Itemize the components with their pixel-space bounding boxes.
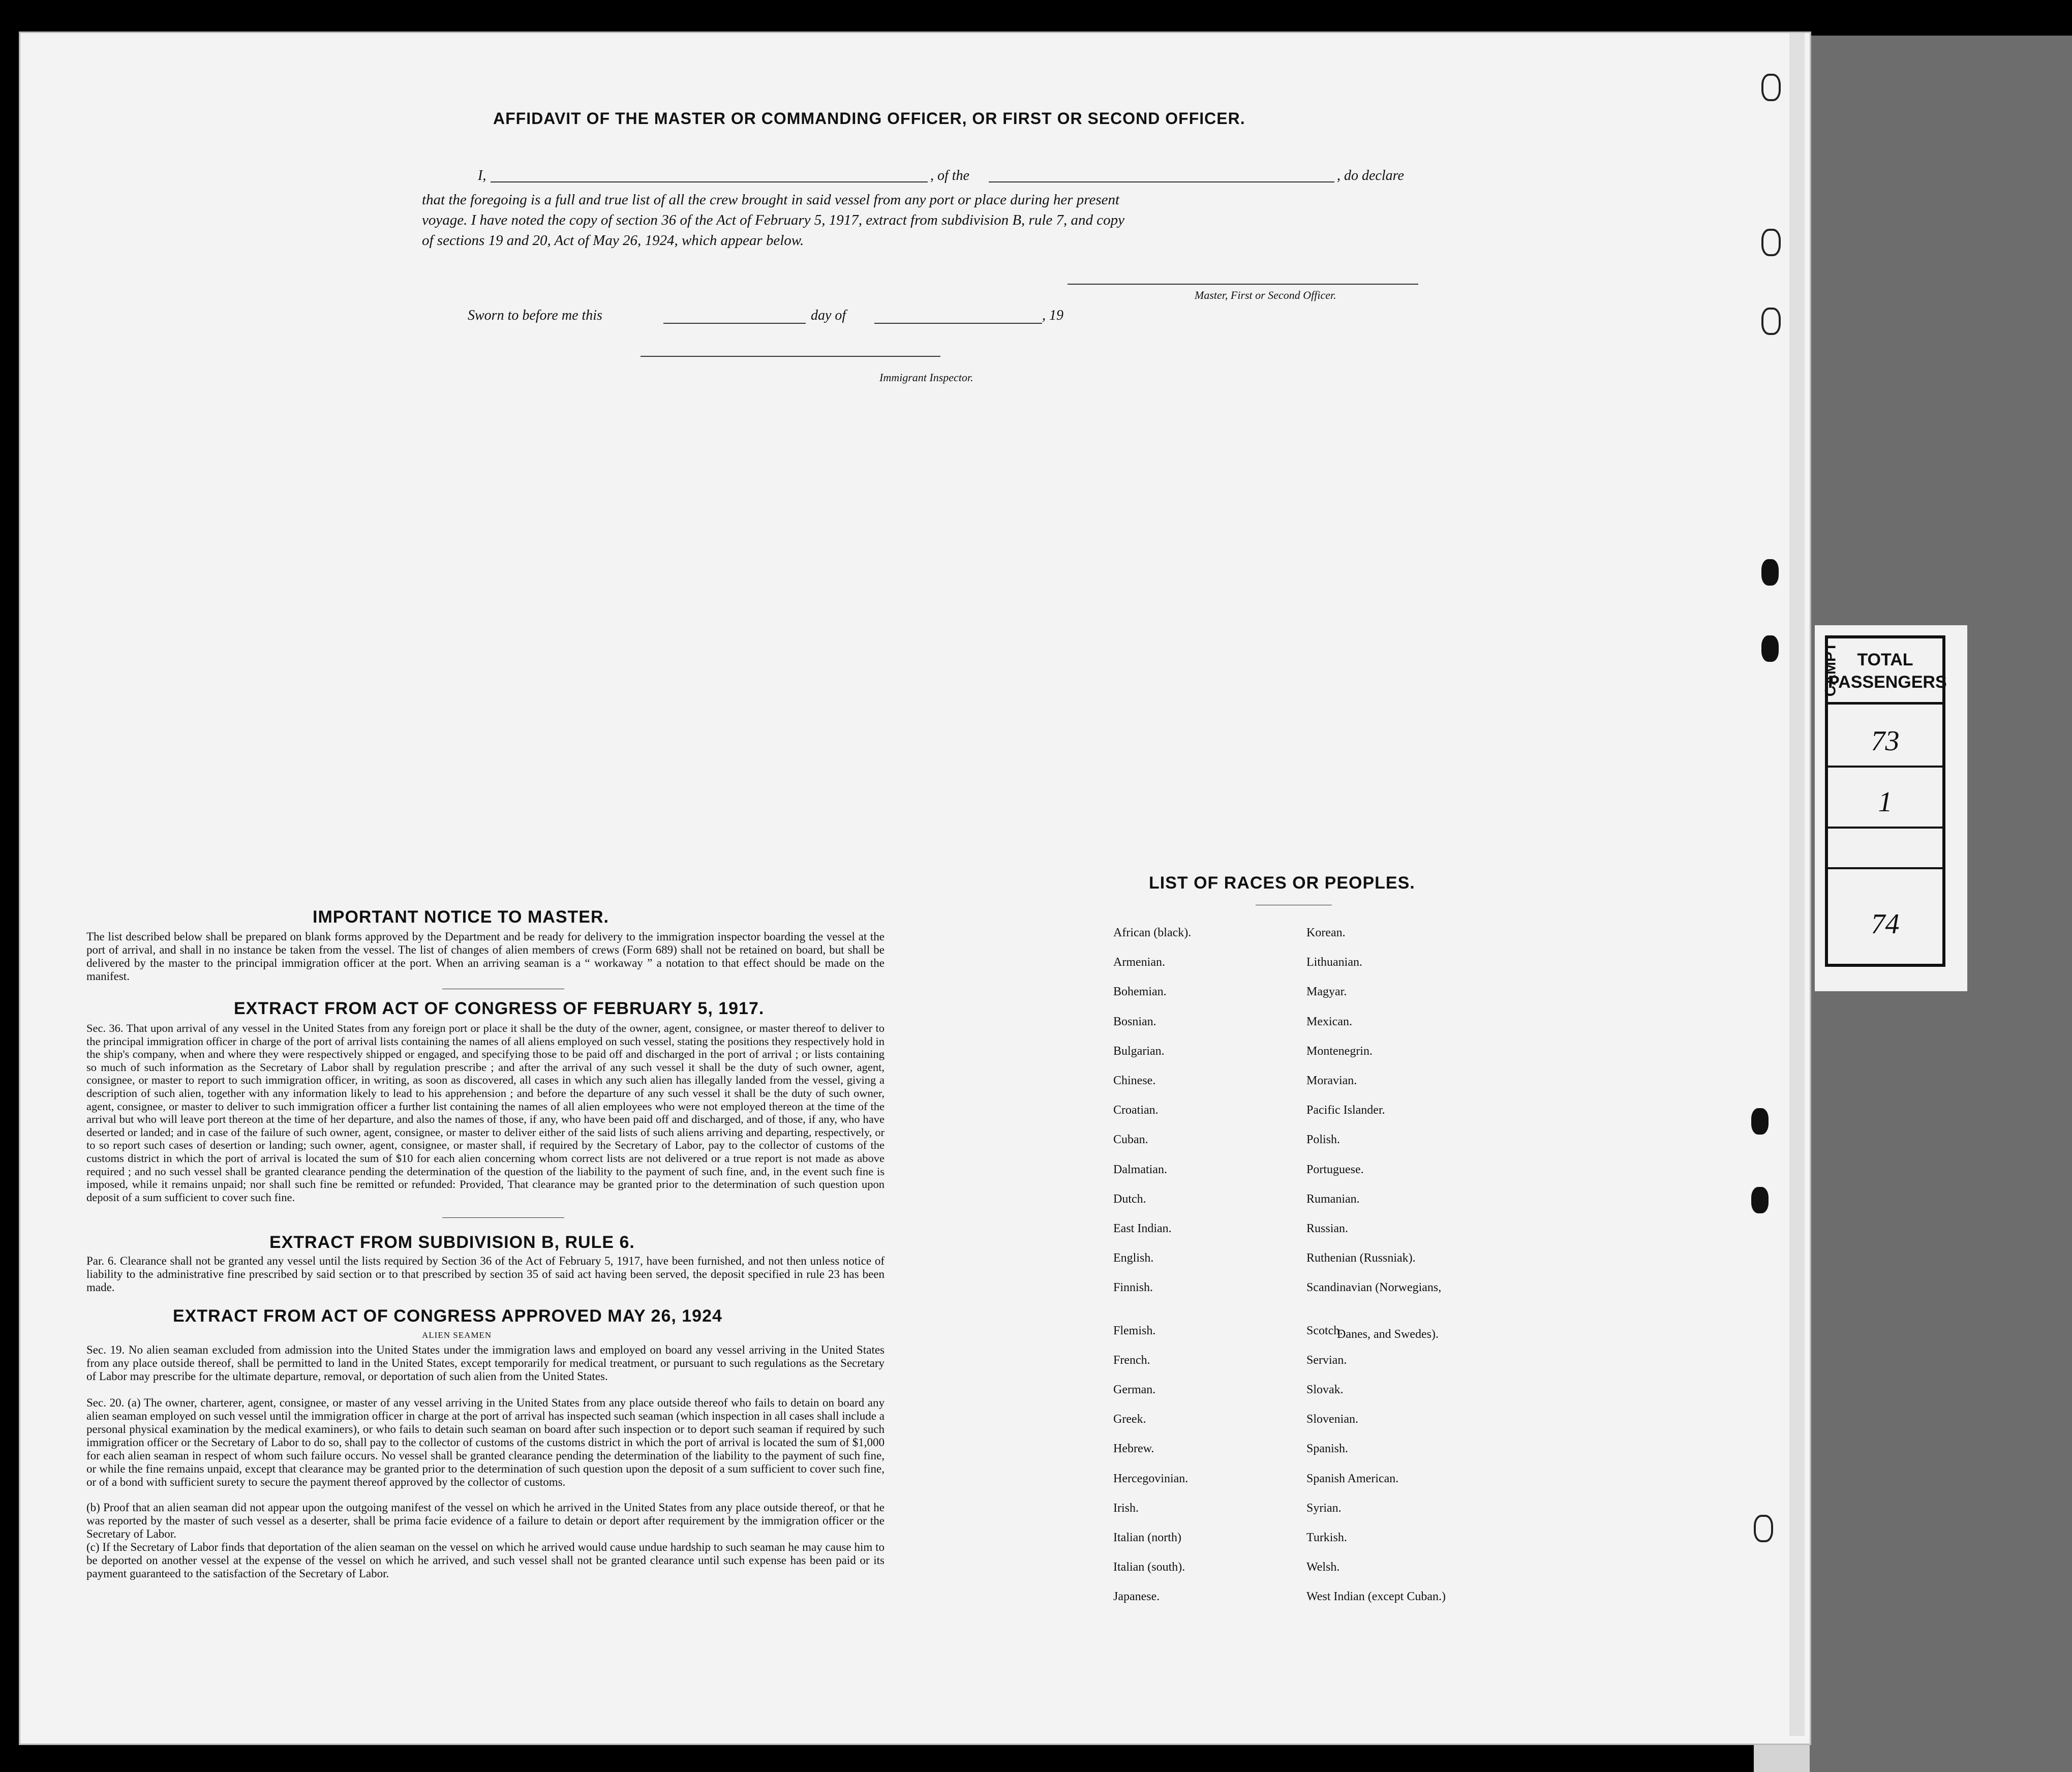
punch-hole — [1761, 308, 1781, 335]
affidavit-text-line1: that the foregoing is a full and true list of all the crew brought in said vessel from any port or place during her present — [422, 192, 1120, 208]
inspector-signature-label: Immigrant Inspector. — [879, 371, 973, 384]
race-item: Syrian. — [1306, 1501, 1342, 1515]
punch-hole — [1761, 74, 1781, 101]
name-line — [491, 181, 928, 182]
tally-divider — [1828, 766, 1942, 768]
race-item: Dalmatian. — [1113, 1163, 1167, 1176]
race-item: Korean. — [1306, 926, 1346, 939]
race-item: Lithuanian. — [1306, 956, 1362, 969]
tally-value-grand-total: 74 — [1871, 908, 1900, 940]
year-label: , 19 — [1042, 308, 1063, 323]
day-of-label: day of — [811, 308, 846, 323]
race-item: Rumanian. — [1306, 1192, 1360, 1206]
race-item: Italian (south). — [1113, 1561, 1185, 1574]
alien-seamen-subtitle: ALIEN SEAMEN — [422, 1330, 492, 1340]
race-item: Greek. — [1113, 1413, 1146, 1426]
race-item: French. — [1113, 1353, 1150, 1367]
tally-divider — [1828, 867, 1942, 869]
tally-previous-column-label: CAMPT — [1822, 642, 1839, 697]
master-signature-line — [1068, 284, 1418, 285]
race-item: Armenian. — [1113, 956, 1165, 969]
race-item: Hebrew. — [1113, 1442, 1154, 1456]
race-item: Spanish American. — [1306, 1472, 1399, 1485]
race-item: Russian. — [1306, 1222, 1349, 1235]
race-item: West Indian (except Cuban.) — [1306, 1590, 1446, 1604]
tally-value-total: 73 — [1871, 725, 1900, 757]
affidavit-text-line2: voyage. I have noted the copy of section 36 of the Act of February 5, 1917, extract from subdivision B, rule 7, and copy — [422, 212, 1125, 228]
race-item: Bohemian. — [1113, 985, 1167, 999]
extract-1924-title: EXTRACT FROM ACT OF CONGRESS APPROVED MAY 26, 1924 — [173, 1306, 722, 1326]
race-item: African (black). — [1113, 926, 1192, 939]
race-item: Ruthenian (Russniak). — [1306, 1251, 1416, 1265]
race-item: Scotch. — [1306, 1324, 1343, 1337]
inspector-signature-line — [641, 356, 940, 357]
race-item: Servian. — [1306, 1353, 1347, 1367]
extract-1917-title: EXTRACT FROM ACT OF CONGRESS OF FEBRUARY 5, 1917. — [234, 999, 765, 1018]
tally-header-line2: PASSENGERS — [1828, 673, 1947, 692]
subdivision-body: Par. 6. Clearance shall not be granted any vessel until the lists required by Section 36 of the Act of February 5, 1917, have been furnished, and not then unless notice of liability to the administrative fine prescribed by said section or to that prescribed by section 35 of said act having been served, the deposit specified in rule 23 has been made. — [86, 1255, 885, 1294]
race-item: Hercegovinian. — [1113, 1472, 1189, 1485]
race-item: Japanese. — [1113, 1590, 1160, 1604]
punch-hole — [1761, 635, 1779, 662]
subdivision-title: EXTRACT FROM SUBDIVISION B, RULE 6. — [269, 1233, 635, 1252]
race-item: Polish. — [1306, 1133, 1340, 1147]
race-item: Moravian. — [1306, 1074, 1357, 1087]
race-item: Pacific Islander. — [1306, 1104, 1385, 1117]
master-signature-label: Master, First or Second Officer. — [1195, 289, 1336, 301]
race-item: Spanish. — [1306, 1442, 1349, 1456]
section-20a-text: Sec. 20. (a) The owner, charterer, agent, consignee, or master of any vessel arriving in the United States from any place outside thereof who fails to detain on board any alien seaman employed on such vessel until the immigration officer in charge at the port of arrival has inspected such seaman (which inspection in all cases shall include a personal physical examination by the medical examiners), or who fails to detain such seaman on board after such inspection or to deport such seaman if required by such immigration officer or the Secretary of Labor to do so, shall pay to the collector of customs of the customs district in which the port of arrival is located the sum of $1,000 for each alien seaman in respect of whom such failure occurs. No vessel shall be granted clearance pending the determination of the liability to the payment of such fine, or while the fine remains unpaid, except that clearance may be granted prior to the determination of such question upon the deposit of a sum sufficient to cover such fine, or of a bond with sufficient surety to secure the payment thereof approved by the collector of customs. — [86, 1396, 885, 1488]
punch-hole — [1751, 1108, 1769, 1135]
sworn-month-line — [874, 323, 1042, 324]
affidavit-text-line3: of sections 19 and 20, Act of May 26, 1924, which appear below. — [422, 232, 804, 249]
race-scandinavian-continued: Danes, and Swedes). — [1337, 1328, 1439, 1341]
affidavit-i-label: I, — [478, 168, 486, 184]
punch-hole — [1751, 1187, 1769, 1213]
punch-hole — [1754, 1515, 1773, 1542]
race-item: Chinese. — [1113, 1074, 1156, 1087]
punch-hole — [1761, 559, 1779, 586]
affidavit-of-the-label: , of the — [930, 168, 969, 184]
extract-divider — [442, 1217, 564, 1218]
notice-body: The list described below shall be prepared on blank forms approved by the Department and be ready for delivery to the immigration inspector boarding the vessel at the port of arrival, and shall in no instance be taken from the vessel. The list of changes of alien members of crews (Form 689) shall not be retained on board, but shall be delivered by the master to the principal immigration officer at the port. When an arriving seaman is a “ workaway ” a notation to that effect should be made on the manifest. — [86, 930, 885, 983]
section-20b-text: (b) Proof that an alien seaman did not appear upon the outgoing manifest of the vessel on which he arrived in the United States from any place outside thereof, or that he was reported by the master of such vessel as a deserter, shall be prima facie evidence of a failure to detain or deport after requirement by the immigration officer or the Secretary of Labor. — [86, 1501, 885, 1540]
race-item: English. — [1113, 1251, 1154, 1265]
tally-divider — [1828, 827, 1942, 829]
race-item: East Indian. — [1113, 1222, 1172, 1235]
race-item: Montenegrin. — [1306, 1044, 1373, 1058]
race-item: Cuban. — [1113, 1133, 1148, 1147]
race-item: Slovenian. — [1306, 1413, 1358, 1426]
race-item: Flemish. — [1113, 1324, 1156, 1337]
race-item: Italian (north) — [1113, 1531, 1181, 1544]
vessel-line — [989, 181, 1334, 182]
race-item: German. — [1113, 1383, 1156, 1396]
race-item: Croatian. — [1113, 1104, 1159, 1117]
tally-value-added: 1 — [1878, 786, 1893, 818]
punch-hole — [1761, 229, 1781, 256]
race-item: Bulgarian. — [1113, 1044, 1165, 1058]
race-item: Welsh. — [1306, 1561, 1340, 1574]
tally-header-line1: TOTAL — [1857, 650, 1913, 669]
race-item: Dutch. — [1113, 1192, 1146, 1206]
affidavit-title: AFFIDAVIT OF THE MASTER OR COMMANDING OFFICER, OR FIRST OR SECOND OFFICER. — [493, 109, 1245, 128]
race-item: Irish. — [1113, 1501, 1139, 1515]
race-item: Bosnian. — [1113, 1015, 1156, 1028]
page-edge — [1789, 33, 1805, 1736]
race-item: Turkish. — [1306, 1531, 1347, 1544]
race-item: Mexican. — [1306, 1015, 1352, 1028]
affidavit-do-declare-label: , do declare — [1337, 168, 1404, 184]
section-19-text: Sec. 19. No alien seaman excluded from admission into the United States under the immigration laws and employed on board any vessel arriving in the United States from any place outside thereof, shall be permitted to land in the United States, except temporarily for medical treatment, or pursuant to such regulations as the Secretary of Labor may prescribe for the ultimate departure, removal, or deportation of such alien from the United States. — [86, 1343, 885, 1383]
sworn-label: Sworn to before me this — [468, 308, 602, 323]
section-20c-text: (c) If the Secretary of Labor finds that deportation of the alien seaman on the vessel on which he arrived would cause undue hardship to such seaman he may cause him to be deported on another vessel at the expense of the vessel on which he arrived, and such vessel shall not be granted clearance until such expense has been paid or its payment guaranteed to the satisfaction of the Secretary of Labor. — [86, 1541, 885, 1580]
extract-1917-body: Sec. 36. That upon arrival of any vessel in the United States from any foreign port or place it shall be the duty of the owner, agent, consignee, or master thereof to deliver to the principal immigration officer in charge of the port of arrival lists containing the names of all aliens employed on such vessel, stating the positions they respectively hold in the ship's company, when and where they were respectively shipped or engaged, and specifying those to be paid off and discharged in the port of arrival ; or lists containing so much of such information as the Secretary of Labor shall by regulation prescribe ; and after the arrival of any such vessel it shall be the duty of such owner, agent, consignee, or master to report to such immigration officer, in writing, as soon as discovered, all cases in which any such alien has illegally landed from the vessel, giving a description of such alien, together with any information likely to lead to his apprehension ; and before the departure of any such vessel it shall be the duty of such owner, agent, consignee, or master to deliver to such immigration officer a further list containing the names of all alien employees who were not employed thereon at the time of the arrival but who will leave port thereon at the time of her departure, and also the names of those, if any, who have been paid off and discharged, and of those, if any, who have deserted or landed; and in case of the failure of such owner, agent, consignee, or master to deliver either of the said lists of such aliens arriving and departing, respectively, or to so report such cases of desertion or landing; such owner, agent, consignee, or master shall, if required by the Secretary of Labor, pay to the collector of customs of the customs district in which the port of arrival is located the sum of $10 for each alien concerning whom correct lists are not delivered or a true report is not made as above required ; and no such vessel shall be granted clearance pending the determination of the question of the liability to the payment of such fine, and, in the event such fine is imposed, while it remains unpaid; nor shall such fine be remitted or refunded: Provided, That clearance may be granted prior to the determination of such question upon deposit of a sum sufficient to cover such fine. — [86, 1022, 885, 1204]
race-item: Portuguese. — [1306, 1163, 1364, 1176]
race-item: Finnish. — [1113, 1281, 1153, 1295]
race-item: Scandinavian (Norwegians, — [1306, 1281, 1442, 1295]
manifest-page — [20, 33, 1810, 1744]
sworn-day-line — [663, 323, 806, 324]
notice-title: IMPORTANT NOTICE TO MASTER. — [313, 907, 609, 927]
race-item: Magyar. — [1306, 985, 1347, 999]
race-item: Slovak. — [1306, 1383, 1344, 1396]
total-passengers-box — [1825, 635, 1945, 967]
races-title: LIST OF RACES OR PEOPLES. — [1149, 873, 1415, 893]
total-passengers-header — [1828, 638, 1947, 705]
